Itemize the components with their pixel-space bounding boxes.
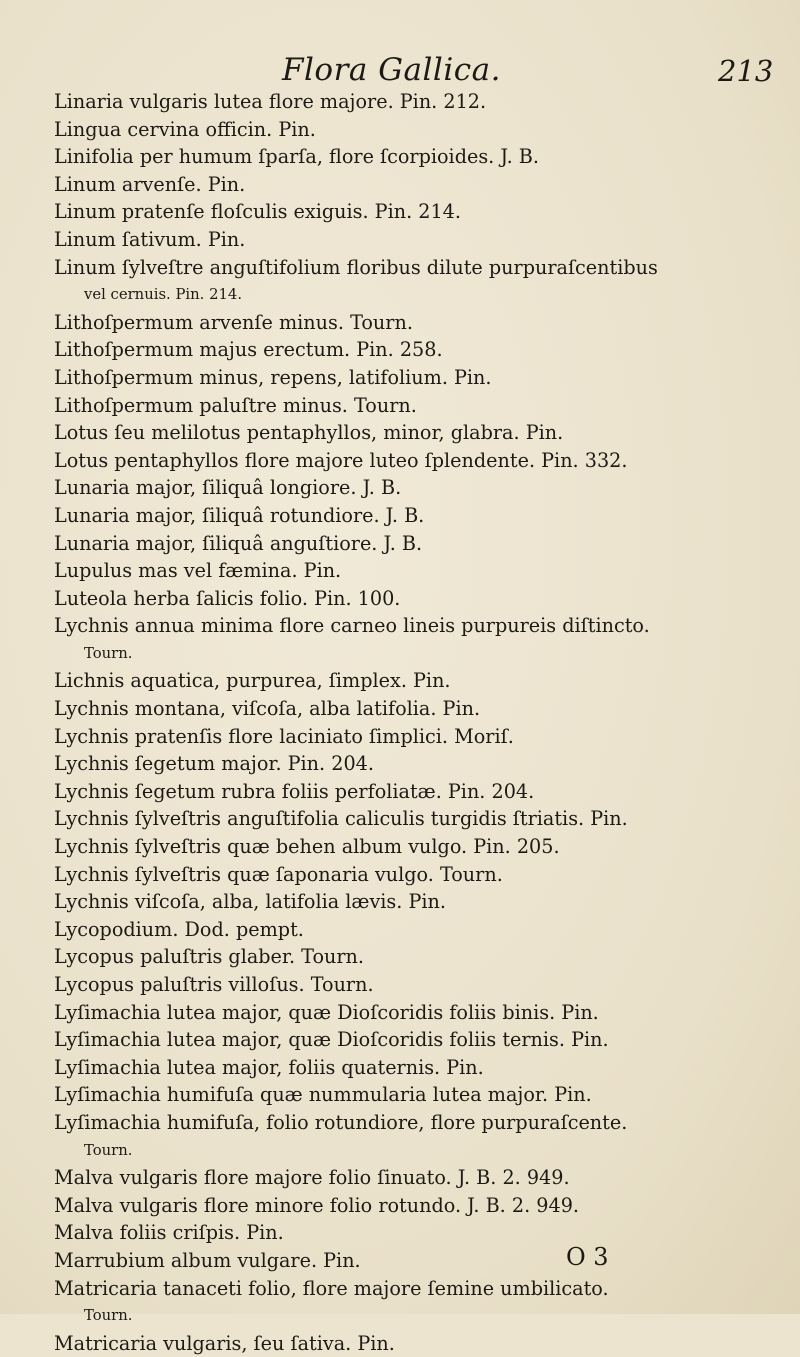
entry-continuation: Tourn. xyxy=(84,644,133,662)
entry: Lycopus paluſtris villoſus. Tourn. xyxy=(54,973,374,996)
entry: Lithoſpermum majus erectum. Pin. 258. xyxy=(54,338,443,362)
entry-list xyxy=(54,88,796,1357)
entry: Lyſimachia lutea major, quæ Dioſcoridis foliis ternis. Pin. xyxy=(54,1028,609,1052)
entry: Lychnis ſegetum rubra foliis perfoliatæ. Pin. 204. xyxy=(54,779,535,803)
entry: Linum ſativum. Pin. xyxy=(54,227,246,251)
entry-continuation: Tourn. xyxy=(84,1141,133,1159)
entry: Lichnis aquatica, purpurea, ſimplex. Pin. xyxy=(54,669,451,693)
entry: Lyſimachia humifuſa, folio rotundiore, flore purpuraſcente. xyxy=(54,1110,628,1134)
entry: Linum ſylveſtre anguſtifolium floribus dilute purpuraſcentibus xyxy=(54,255,658,279)
entry: Lupulus mas vel fæmina. Pin. xyxy=(54,559,342,583)
entry: Linifolia per humum ſparſa, flore ſcorpioides. J. B. xyxy=(54,145,539,169)
entry: Lychnis pratenſis flore laciniato ſimplici. Moriſ. xyxy=(54,724,514,748)
entry: Lychnis annua minima flore carneo lineis purpureis diſtincto. xyxy=(54,614,650,638)
entry: Lyſimachia lutea major, foliis quaternis. Pin. xyxy=(54,1055,484,1079)
entry: Lunaria major, ſiliquâ longiore. J. B. xyxy=(54,476,402,500)
entry: Lithoſpermum arvenſe minus. Tourn. xyxy=(54,310,413,334)
entry: Linum pratenſe floſculis exiguis. Pin. 214. xyxy=(54,200,461,224)
entry-continuation: vel cernuis. Pin. 214. xyxy=(84,286,243,304)
entry: Luteola herba ſalicis folio. Pin. 100. xyxy=(54,586,401,610)
running-title: Flora Gallica. xyxy=(282,52,501,88)
entry: Lithoſpermum paluſtre minus. Tourn. xyxy=(54,393,417,417)
entry: Lotus ſeu melilotus pentaphyllos, minor, glabra. Pin. xyxy=(54,421,564,445)
entry: Lunaria major, ſiliquâ anguſtiore. J. B. xyxy=(54,531,423,555)
entry-continuation: Tourn. xyxy=(84,1307,133,1325)
entry: Lychnis ſylveſtris anguſtifolia caliculis turgidis ſtriatis. Pin. xyxy=(54,807,628,831)
entry: Malva vulgaris flore minore folio rotundo. J. B. 2. 949. xyxy=(54,1193,580,1217)
entry: Lychnis viſcoſa, alba, latifolia lævis. Pin. xyxy=(54,890,446,914)
signature-mark: O 3 xyxy=(566,1243,609,1271)
entry: Lychnis ſylveſtris quæ ſaponaria vulgo. Tourn. xyxy=(54,862,503,886)
entry: Lithoſpermum minus, repens, latifolium. Pin. xyxy=(54,365,492,389)
entry: Lunaria major, ſiliquâ rotundiore. J. B. xyxy=(54,503,425,527)
entry: Matricaria vulgaris, ſeu ſativa. Pin. xyxy=(54,1331,395,1355)
entry: Lychnis montana, viſcoſa, alba latifolia. Pin. xyxy=(54,697,481,721)
entry: Lycopodium. Dod. pempt. xyxy=(54,917,304,941)
entry: Lotus pentaphyllos flore majore luteo ſplendente. Pin. 332. xyxy=(54,448,628,472)
entry: Malva vulgaris flore majore folio ſinuato. J. B. 2. 949. xyxy=(54,1166,570,1190)
entry: Linum arvenſe. Pin. xyxy=(54,172,246,196)
entry: Lycopus paluſtris glaber. Tourn. xyxy=(54,945,365,969)
entry: Linaria vulgaris lutea flore majore. Pin. 212. xyxy=(54,90,487,113)
entry: Lychnis ſegetum major. Pin. 204. xyxy=(54,752,374,776)
page-number: 213 xyxy=(718,54,774,88)
entry: Matricaria tanaceti folio, flore majore ſemine umbilicato. xyxy=(54,1276,609,1300)
entry: Lyſimachia lutea major, quæ Dioſcoridis foliis binis. Pin. xyxy=(54,1000,599,1024)
entry: Malva foliis criſpis. Pin. xyxy=(54,1221,284,1245)
entry: Lingua cervina officin. Pin. xyxy=(54,117,316,141)
entry: Lychnis ſylveſtris quæ behen album vulgo. Pin. 205. xyxy=(54,835,560,859)
entry: Lyſimachia humifuſa quæ nummularia lutea major. Pin. xyxy=(54,1083,592,1107)
entry: Marrubium album vulgare. Pin. xyxy=(54,1248,361,1272)
